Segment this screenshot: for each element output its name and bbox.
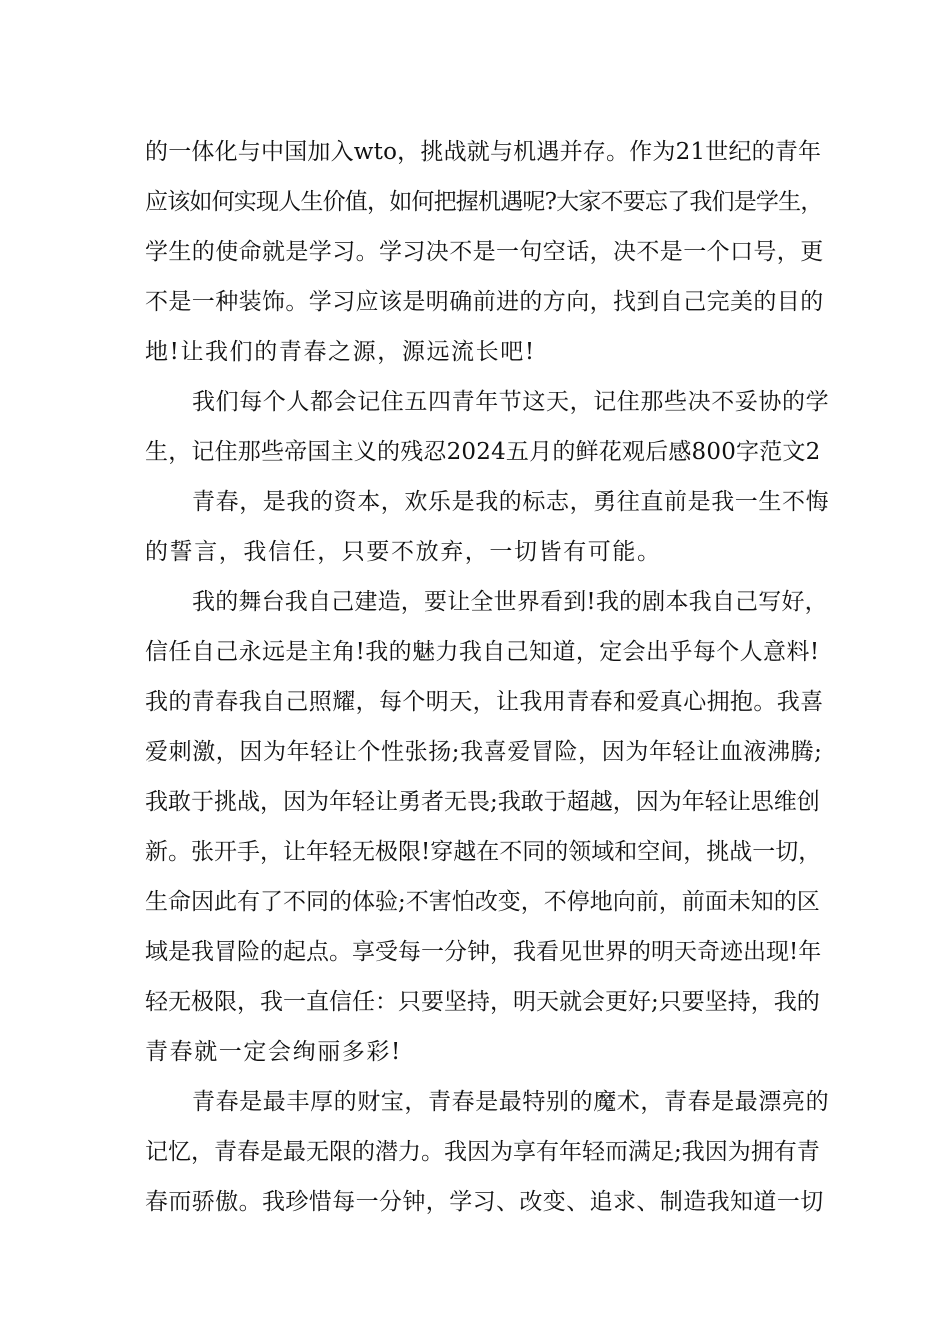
paragraph-4-line-2: 信任自己永远是主角!我的魅力我自己知道，定会出乎每个人意料! <box>145 639 820 665</box>
paragraph-1-line-4: 不是一种装饰。学习应该是明确前进的方向，找到自己完美的目的 <box>145 289 824 315</box>
paragraph-2-line-2: 生，记住那些帝国主义的残忍2024五月的鲜花观后感800字范文2 <box>145 439 821 465</box>
paragraph-1-line-3: 学生的使命就是学习。学习决不是一句空话，决不是一个口号，更 <box>145 239 824 265</box>
paragraph-5-line-3: 春而骄傲。我珍惜每一分钟，学习、改变、追求、制造我知道一切 <box>145 1189 824 1215</box>
paragraph-4-line-1: 我的舞台我自己建造，要让全世界看到!我的剧本我自己写好， <box>192 589 828 615</box>
paragraph-4-line-3: 我的青春我自己照耀，每个明天，让我用青春和爱真心拥抱。我喜 <box>145 689 824 715</box>
paragraph-2-line-1: 我们每个人都会记住五四青年节这天，记住那些决不妥协的学 <box>192 389 830 415</box>
paragraph-5-line-2: 记忆，青春是最无限的潜力。我因为享有年轻而满足;我因为拥有青 <box>145 1139 820 1165</box>
paragraph-1-line-1: 的一体化与中国加入wto，挑战就与机遇并存。作为21世纪的青年 <box>145 139 822 165</box>
paragraph-1-line-2: 应该如何实现人生价值，如何把握机遇呢?大家不要忘了我们是学生， <box>145 189 823 215</box>
paragraph-4-line-9: 轻无极限，我一直信任：只要坚持，明天就会更好;只要坚持，我的 <box>145 989 820 1015</box>
paragraph-4-line-6: 新。张开手，让年轻无极限!穿越在不同的领域和空间，挑战一切， <box>145 839 822 865</box>
paragraph-4-line-8: 域是我冒险的起点。享受每一分钟，我看见世界的明天奇迹出现!年 <box>145 939 822 965</box>
paragraph-4-line-4: 爱刺激，因为年轻让个性张扬;我喜爱冒险，因为年轻让血液沸腾; <box>145 739 823 765</box>
paragraph-1-line-5: 地!让我们的青春之源，源远流长吧! <box>145 339 536 365</box>
paragraph-3-line-1: 青春，是我的资本，欢乐是我的标志，勇往直前是我一生不悔 <box>192 489 830 515</box>
paragraph-4-line-10: 青春就一定会绚丽多彩! <box>145 1039 402 1065</box>
paragraph-4-line-5: 我敢于挑战，因为年轻让勇者无畏;我敢于超越，因为年轻让思维创 <box>145 789 820 815</box>
paragraph-3-line-2: 的誓言，我信任，只要不放弃，一切皆有可能。 <box>145 539 662 565</box>
paragraph-5-line-1: 青春是最丰厚的财宝，青春是最特别的魔术，青春是最漂亮的 <box>192 1089 830 1115</box>
paragraph-4-line-7: 生命因此有了不同的体验;不害怕改变，不停地向前，前面未知的区 <box>145 889 820 915</box>
